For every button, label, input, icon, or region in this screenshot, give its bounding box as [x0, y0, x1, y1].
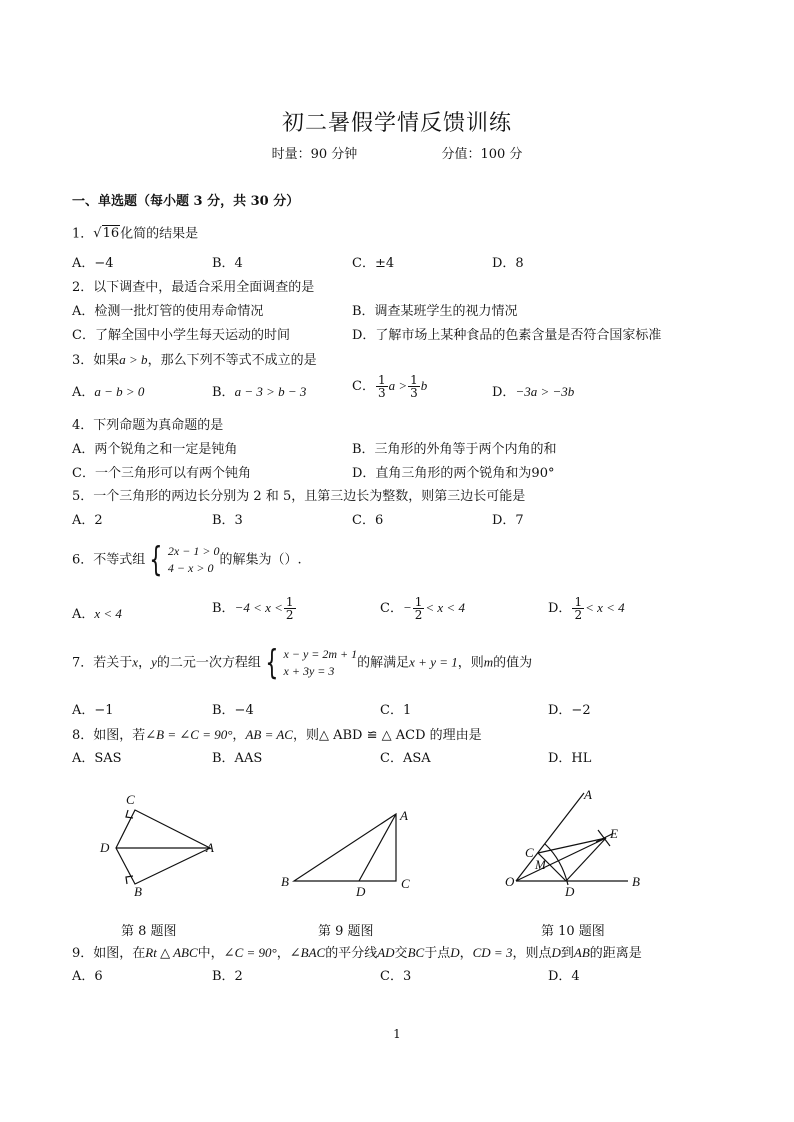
section-title: 一、单选题（每小题 3 分，共 30 分）: [72, 194, 300, 209]
q4-option-c[interactable]: C．一个三角形可以有两个钝角: [72, 466, 251, 481]
q3-b-label: B．: [212, 385, 235, 400]
q2-option-a[interactable]: A．检测一批灯管的使用寿命情况: [72, 304, 264, 319]
q3-condition: a > b: [119, 352, 148, 367]
q7-post1: 的解满足: [357, 655, 410, 671]
brace: {: [149, 540, 163, 580]
q7-option-d[interactable]: D．−2: [548, 703, 591, 718]
fig10-label-c: C: [525, 845, 534, 860]
question-2: 2．以下调查中，最适合采用全面调查的是: [72, 280, 315, 295]
q6-c-label: C．: [380, 601, 403, 616]
fig8-label-d: D: [100, 840, 110, 855]
q6-a-label: A．: [72, 607, 95, 622]
q7-row2: x + 3y = 3: [283, 664, 335, 678]
q3-option-c[interactable]: [352, 374, 427, 399]
q9-mid3: 的平分线: [325, 946, 378, 961]
q9-mid2: ，: [276, 946, 290, 961]
figures: [0, 780, 794, 915]
q6-option-b[interactable]: [212, 596, 297, 621]
ray-oa: [516, 793, 584, 881]
fraction: [572, 596, 584, 621]
q9-option-c[interactable]: C．3: [380, 969, 412, 984]
q8-cond2: AB = AC: [245, 727, 293, 742]
q2-option-c[interactable]: C．了解全国中小学生每天运动的时间: [72, 328, 290, 343]
q5-option-a[interactable]: A．2: [72, 513, 103, 528]
fig8-label-b: B: [134, 884, 142, 899]
q6-row1: 2x − 1 > 0: [167, 544, 220, 558]
fig8-caption: 第 8 题图: [121, 924, 177, 939]
exam-score: 分值：100 分: [441, 147, 523, 162]
q6-c-tail: < x < 4: [425, 600, 465, 615]
q9-c8: AB: [573, 945, 590, 960]
fig10-label-o: O: [505, 874, 515, 889]
exam-time: 时量：90 分钟: [271, 147, 358, 162]
q7-option-b[interactable]: B．−4: [212, 703, 254, 718]
q8-sep: ，: [232, 728, 246, 743]
q8-option-b[interactable]: B．AAS: [212, 751, 263, 766]
question-3: [72, 352, 317, 369]
q7-option-c[interactable]: C．1: [380, 703, 412, 718]
q9-mid5: 于点: [424, 946, 451, 961]
q8-option-a[interactable]: A．SAS: [72, 751, 122, 766]
sqrt-expression: √16: [93, 226, 120, 241]
fig8-label-a: A: [206, 840, 214, 855]
q9-option-a[interactable]: A．6: [72, 969, 103, 984]
q6-row2: 4 − x > 0: [167, 561, 214, 575]
kite-outline: [116, 810, 210, 884]
triangle-abc: [294, 814, 396, 881]
fig9-label-b: B: [281, 874, 289, 889]
q9-c2: ∠BAC: [289, 945, 326, 960]
fig10-label-a: A: [584, 787, 592, 802]
q6-option-d[interactable]: [548, 596, 625, 621]
q9-c4: BC: [407, 945, 425, 960]
question-9: [72, 945, 642, 962]
frac-den: 2: [574, 608, 583, 622]
inequality-system: [145, 540, 220, 580]
q6-c-lead: −: [402, 600, 412, 615]
q8-option-c[interactable]: C．ASA: [380, 751, 431, 766]
q5-option-c[interactable]: C．6: [352, 513, 384, 528]
q8-option-d[interactable]: D．HL: [548, 751, 592, 766]
q9-mid4: 交: [394, 946, 408, 961]
question-5: 5．一个三角形的两边长分别为 2 和 5，且第三边长为整数，则第三边长可能是: [72, 489, 526, 504]
q6-d-label: D．: [548, 601, 572, 616]
q6-d-tail: < x < 4: [585, 600, 625, 615]
q7-sep: ，: [138, 655, 152, 671]
q8-pre: 8．如图，若: [72, 728, 146, 743]
fraction: [284, 596, 296, 621]
figure-9-diagram: [294, 814, 396, 881]
q7-y: y: [151, 654, 157, 670]
figure-8-diagram: [116, 810, 210, 884]
fig10-caption: 第 10 题图: [541, 924, 605, 939]
brace: {: [265, 643, 279, 683]
q6-a-expr: x < 4: [94, 606, 122, 621]
question-7: [72, 643, 533, 683]
q3-d-label: D．: [492, 385, 516, 400]
page-title: 初二暑假学情反馈训练: [281, 111, 512, 136]
question-6: [72, 540, 302, 580]
fig8-label-c: C: [126, 792, 135, 807]
frac-num: 1: [410, 373, 418, 387]
q7-post3: 的值为: [493, 655, 533, 671]
q6-post: 的解集为（）.: [219, 552, 302, 568]
q6-option-c[interactable]: [380, 596, 465, 621]
q3-option-d[interactable]: [492, 384, 574, 401]
q9-c3: AD: [377, 945, 395, 960]
q4-option-a[interactable]: A．两个锐角之和一定是钝角: [72, 442, 238, 457]
q7-x: x: [132, 654, 139, 670]
q4-option-d[interactable]: D．直角三角形的两个锐角和为90°: [352, 466, 555, 481]
fraction: [376, 374, 388, 399]
q6-b-label: B．: [212, 601, 235, 616]
question-4: 4．下列命题为真命题的是: [72, 418, 224, 433]
fig10-label-d: D: [565, 884, 575, 899]
frac-num: 1: [377, 373, 386, 387]
segment-de: [566, 838, 606, 881]
fig9-caption: 第 9 题图: [318, 924, 374, 939]
q3-d-expr: −3a > −3b: [515, 384, 575, 399]
q9-mid8: 到: [560, 946, 574, 961]
q3-post: ，那么下列不等式不成立的是: [147, 353, 317, 368]
q8-post: ，则△ ABD ≌ △ ACD 的理由是: [292, 728, 482, 743]
q7-post2: ，则: [457, 655, 484, 671]
exam-meta: [0, 143, 794, 162]
q9-c6: CD = 3: [472, 945, 513, 960]
q3-c-label: C．: [352, 379, 375, 394]
q3-a-expr: a − b > 0: [94, 384, 145, 399]
q1-option-d[interactable]: D．8: [492, 256, 524, 271]
q7-pre: 7．若关于: [72, 655, 133, 671]
q8-cond1: ∠B = ∠C = 90°: [145, 727, 233, 742]
q1-option-c[interactable]: C．±4: [352, 256, 395, 271]
frac-num: 1: [574, 595, 583, 609]
fraction: [408, 374, 420, 399]
frac-num: 1: [285, 595, 294, 609]
frac-den: 2: [414, 608, 423, 622]
q3-b-expr: a − 3 > b − 3: [234, 384, 307, 399]
page-number: 1: [393, 1027, 401, 1041]
q1-option-a[interactable]: A．−4: [72, 256, 114, 271]
q9-post: 的距离是: [589, 946, 642, 961]
question-1: [72, 226, 198, 243]
q2-option-d[interactable]: D．了解市场上某种食品的色素含量是否符合国家标准: [352, 328, 662, 343]
q5-option-b[interactable]: B．3: [212, 513, 243, 528]
fig10-label-e: E: [610, 826, 618, 841]
q9-mid7: ，则点: [512, 946, 552, 961]
q5-option-d[interactable]: D．7: [492, 513, 524, 528]
q3-c-left: a >: [388, 378, 408, 393]
frac-den: 3: [377, 386, 386, 400]
q7-mid: 的二元一次方程组: [156, 655, 261, 671]
q4-option-b[interactable]: B．三角形的外角等于两个内角的和: [352, 442, 557, 457]
q3-a-label: A．: [72, 385, 95, 400]
q7-option-a[interactable]: A．−1: [72, 703, 114, 718]
q9-mid1: 中，: [197, 946, 224, 961]
fig10-label-b: B: [632, 874, 640, 889]
q6-pre: 6．不等式组: [72, 552, 146, 568]
q9-rt: Rt △ ABC: [145, 945, 198, 960]
q2-option-b[interactable]: B．调查某班学生的视力情况: [352, 304, 518, 319]
fig9-label-a: A: [400, 808, 408, 823]
q1-text: 化简的结果是: [120, 226, 199, 242]
q1-option-b[interactable]: B．4: [212, 256, 243, 271]
q1-number: 1．: [72, 226, 94, 242]
q3-option-b[interactable]: [212, 384, 306, 401]
q3-pre: 3．如果: [72, 353, 120, 368]
question-8: [72, 727, 482, 744]
fig10-label-m: M: [535, 857, 546, 872]
q9-option-d[interactable]: D．4: [548, 969, 580, 984]
frac-den: 3: [410, 386, 418, 400]
q9-pre: 9．如图，在: [72, 946, 146, 961]
frac-den: 2: [285, 608, 294, 622]
fig9-label-c: C: [401, 876, 410, 891]
segment-ad: [359, 814, 396, 881]
q7-cond: x + y = 1: [409, 654, 458, 670]
q9-c7: D: [551, 945, 561, 960]
q7-row1: x − y = 2m + 1: [283, 647, 358, 661]
sqrt-radicand: 16: [102, 226, 120, 241]
q9-c5: D: [450, 945, 460, 960]
fig9-label-d: D: [356, 884, 366, 899]
q6-b-lead: −4 < x <: [234, 600, 283, 615]
q9-option-b[interactable]: B．2: [212, 969, 243, 984]
q9-mid6: ，: [459, 946, 473, 961]
fraction: [413, 596, 425, 621]
equation-system: [261, 643, 358, 683]
frac-num: 1: [414, 595, 423, 609]
q6-option-a[interactable]: [72, 606, 122, 623]
q9-c1: ∠C = 90°: [223, 945, 277, 960]
q7-m: m: [483, 654, 494, 670]
q3-c-right: b: [420, 378, 428, 393]
q3-option-a[interactable]: [72, 384, 144, 401]
